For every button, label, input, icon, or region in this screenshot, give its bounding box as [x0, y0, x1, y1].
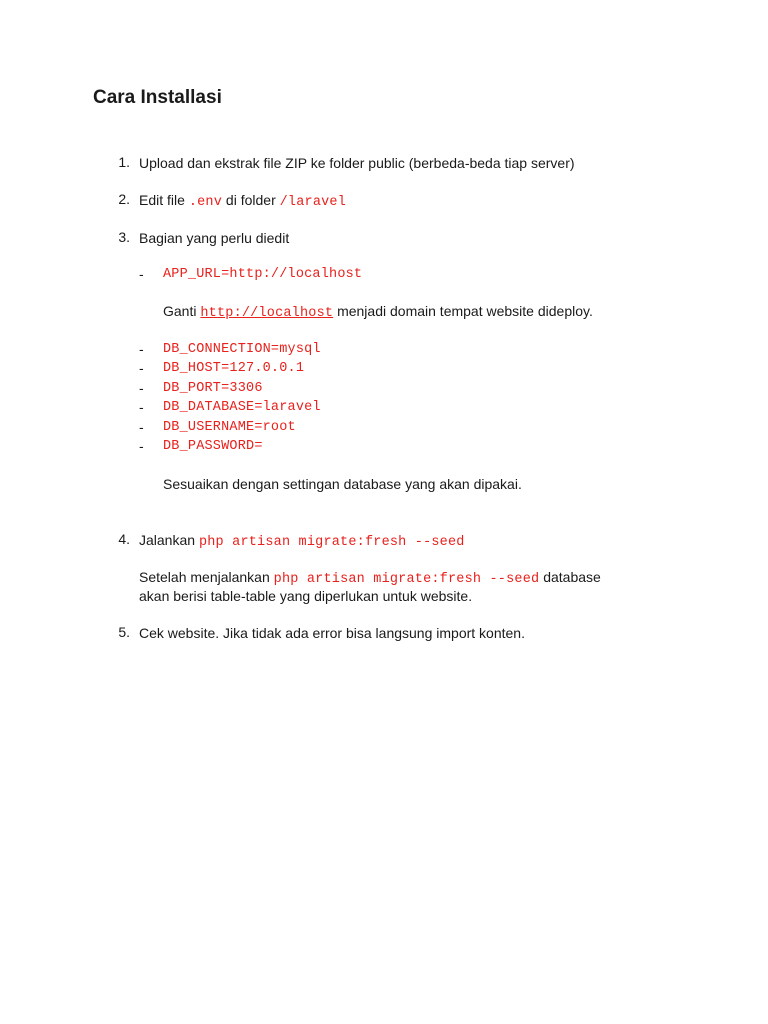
- step-3-text: Bagian yang perlu diedit: [139, 230, 290, 246]
- laravel-folder-code: /laravel: [279, 195, 347, 210]
- migrate-command-code: php artisan migrate:fresh --seed: [198, 535, 465, 550]
- db-username-code: DB_USERNAME=root: [163, 420, 296, 435]
- migrate-command-code-2: php artisan migrate:fresh --seed: [273, 572, 540, 587]
- dash-bullet: -: [139, 380, 144, 396]
- step-4-number: 4.: [118, 531, 130, 547]
- sesuaikan-text: Sesuaikan dengan settingan database yang akan dipakai.: [163, 476, 522, 492]
- dash-bullet: -: [139, 360, 144, 376]
- dash-bullet: -: [139, 399, 144, 415]
- step-5-text: Cek website. Jika tidak ada error bisa langsung import konten.: [139, 625, 525, 641]
- ganti-text-a: Ganti: [163, 303, 201, 319]
- db-port-code: DB_PORT=3306: [163, 381, 263, 396]
- step-1-number: 1.: [118, 154, 130, 170]
- step-4-line: [139, 531, 465, 552]
- setelah-line-2: akan berisi table-table yang diperlukan untuk website.: [139, 588, 473, 604]
- setelah-line-1: [139, 568, 601, 589]
- dash-bullet: -: [139, 341, 144, 357]
- step-2-text-b: di folder: [222, 192, 280, 208]
- dash-bullet: -: [139, 438, 144, 454]
- step-4-text-a: Jalankan: [139, 532, 199, 548]
- localhost-link[interactable]: http://localhost: [200, 306, 334, 321]
- db-connection-code: DB_CONNECTION=mysql: [163, 342, 321, 357]
- step-5-number: 5.: [118, 624, 130, 640]
- dash-bullet: -: [139, 266, 144, 282]
- db-host-code: DB_HOST=127.0.0.1: [163, 361, 305, 376]
- ganti-line: [163, 302, 593, 323]
- ganti-text-b: menjadi domain tempat website dideploy.: [333, 303, 593, 319]
- app-url-code: APP_URL=http://localhost: [163, 267, 363, 282]
- db-password-code: DB_PASSWORD=: [163, 439, 263, 454]
- setelah-text-a: Setelah menjalankan: [139, 569, 274, 585]
- dash-bullet: -: [139, 419, 144, 435]
- step-3-number: 3.: [118, 229, 130, 245]
- env-file-code: .env: [188, 195, 223, 210]
- step-1-text: Upload dan ekstrak file ZIP ke folder public (berbeda-beda tiap server): [139, 155, 575, 171]
- page-title: Cara Installasi: [93, 87, 222, 108]
- step-2-text-a: Edit file: [139, 192, 189, 208]
- step-2-line: [139, 191, 346, 212]
- db-database-code: DB_DATABASE=laravel: [163, 400, 321, 415]
- setelah-text-b: database: [539, 569, 601, 585]
- step-2-number: 2.: [118, 191, 130, 207]
